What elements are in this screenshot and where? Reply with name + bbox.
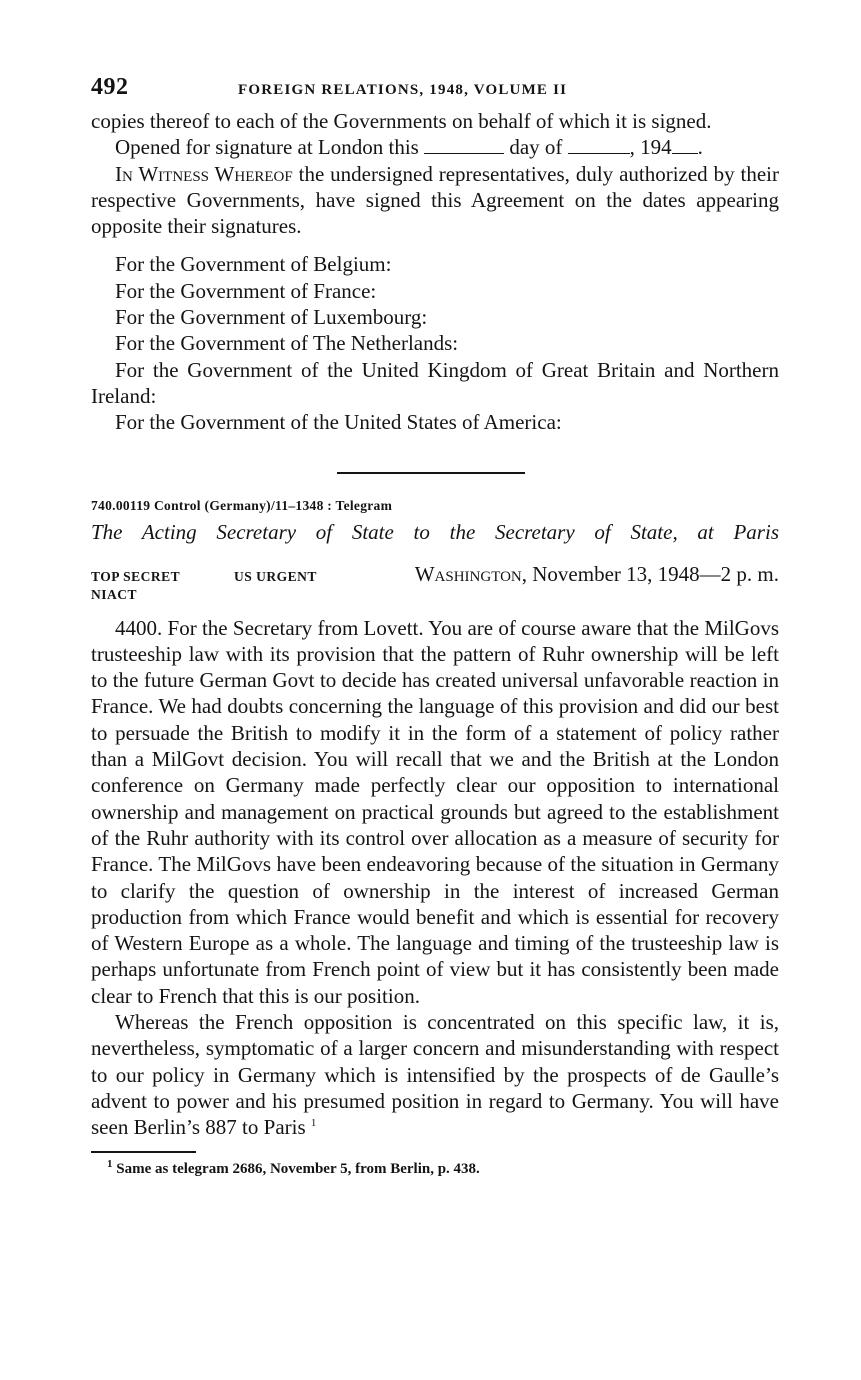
- dateline-date: , November 13, 1948—2 p. m.: [521, 561, 779, 586]
- date-blank: [424, 135, 504, 154]
- classification-label: TOP SECRET: [91, 568, 181, 584]
- page-number: 492: [91, 74, 129, 100]
- telegram-paragraph-last: Whereas the French opposition is concentrated on this specific law, it is, nevertheless, symptomatic of a larger concern and misunderstanding with respect to our policy in Germany which is intensified by the prospects of de Gaulle’s advent to power and his presumed position in regard to Germany. You will have seen Berlin’s 887 to Paris $^1$: [91, 1010, 779, 1140]
- priority-label: US URGENT: [234, 568, 317, 584]
- document-title: The Acting Secretary of State to the Secretary of State, at Paris: [91, 519, 779, 544]
- footnote-text: Same as telegram 2686, November 5, from Berlin, p. 438.: [112, 1160, 480, 1177]
- telegram-body: [91, 615, 779, 1141]
- opened-for-signature: Opened for signature at London this day of , 194 .: [115, 135, 703, 160]
- footnote: [91, 1157, 779, 1178]
- agreement-continuation: copies thereof to each of the Governments on behalf of which it is signed.: [91, 109, 712, 133]
- signatory-line: For the Government of the United States of America:: [115, 410, 562, 435]
- signatory-line: For the Government of Luxembourg:: [115, 305, 428, 330]
- running-title: FOREIGN RELATIONS, 1948, VOLUME II: [238, 82, 568, 98]
- section-separator: [337, 472, 525, 474]
- dateline: [415, 562, 779, 587]
- year-blank: [672, 135, 698, 154]
- footnote-marker: 1: [107, 1157, 113, 1170]
- signatory-line: For the Government of France:: [115, 278, 377, 303]
- document-page: [91, 74, 779, 1178]
- witness-smallcaps: In Witness Whereof: [115, 161, 293, 186]
- footnote-rule: [91, 1151, 196, 1153]
- signatory-line: For the Government of The Netherlands:: [115, 331, 459, 356]
- running-head: [91, 74, 779, 108]
- signatory-line: For the Government of the United Kingdom of Great Britain and Northern Ireland:: [91, 357, 779, 408]
- signatory-line: For the Government of Belgium:: [115, 252, 392, 277]
- agreement-text: [91, 108, 779, 436]
- dateline-place: Washington: [414, 561, 522, 586]
- month-blank: [568, 135, 630, 154]
- classification-line: [91, 561, 779, 587]
- telegram-paragraph: 4400. For the Secretary from Lovett. You are of course aware that the MilGovs trusteeship law with its provision that the pattern of Ruhr ownership will be left to the future German Govt to decide has created universal unfavorable reaction in France. We had doubts concerning the language of this provision and did our best to persuade the British to modify it in the form of a statement of policy rather than a MilGovt decision. You will recall that we and the British at the London conference on Germany made perfectly clear our opposition to international ownership and management on practical grounds but agreed to the establishment of the Ruhr authority with its control over allocation as a measure of security for France. The MilGovs have been endeavoring because of the situation in Germany to clarify the question of ownership in the interest of increased German production from which France would benefit and which is essential for recovery of Western Europe as a whole. The language and timing of the trusteeship law is perhaps unfortunate from French point of view but it has consistently been made clear to French that this is our position.: [91, 615, 779, 1008]
- footnote-reference: 1: [310, 1117, 317, 1130]
- distribution-label: NIACT: [91, 586, 138, 602]
- file-reference: 740.00119 Control (Germany)/11–1348 : Telegram: [91, 497, 393, 513]
- signature-block: [91, 251, 779, 435]
- witness-clause: In Witness Whereof the undersigned representatives, duly authorized by their respective Governments, have signed this Agreement on the dates appearing opposite their signatures.: [91, 161, 779, 239]
